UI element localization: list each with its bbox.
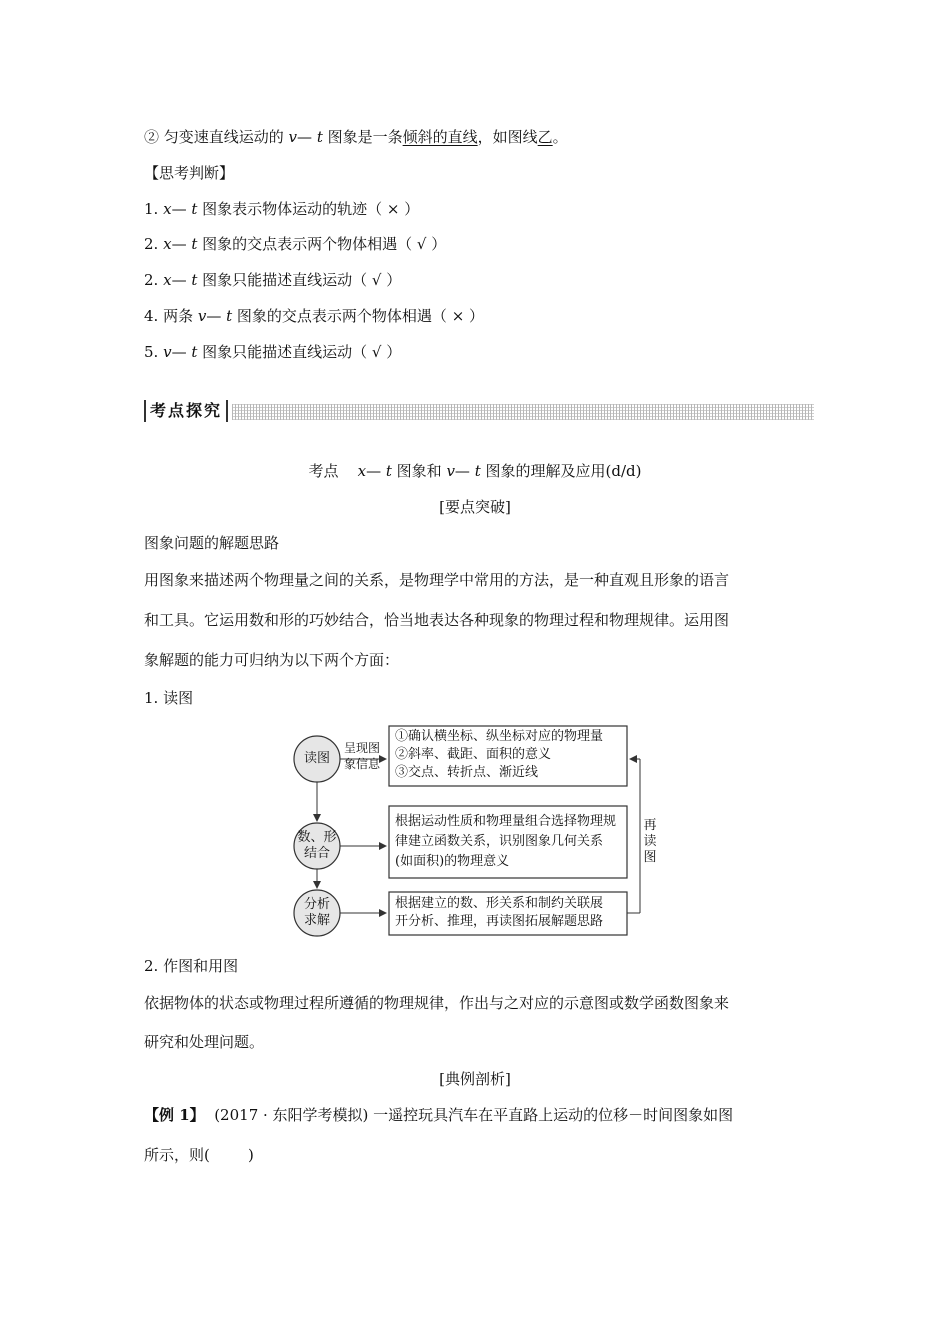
circle-label — [294, 897, 340, 929]
box-line: 律建立函数关系，识别图象几何关系 — [395, 834, 604, 849]
arrow-label-line: 象信息 — [344, 757, 381, 771]
example-tag: 【例 1】 — [144, 1106, 205, 1124]
math-var: v — [288, 128, 298, 146]
item-number: 5. — [144, 343, 164, 361]
circle-label-line: 读图 — [303, 751, 330, 766]
thinking-item — [144, 306, 484, 326]
math-var: v — [446, 462, 455, 480]
paragraph-line: 依据物体的状态或物理过程所遵循的物理规律，作出与之对应的示意图或数学函数图象来 — [144, 994, 730, 1012]
reread-char: 读 — [643, 834, 657, 849]
item-number: 1. — [144, 200, 164, 218]
section-header — [144, 400, 814, 424]
box-line: ①确认横坐标、纵坐标对应的物理量 — [395, 729, 604, 744]
example-text: (2017 · 东阳学考模拟) 一遥控玩具汽车在平直路上运动的位移－时间图象如图 — [204, 1106, 734, 1124]
example-text: 所示，则( ) — [144, 1146, 254, 1164]
box-text — [395, 895, 603, 931]
item-text: 图象表示物体运动的轨迹（ × ） — [197, 200, 420, 218]
flow-diagram — [290, 718, 660, 940]
item-text: 图象的交点表示两个物体相遇（ √ ） — [197, 235, 447, 253]
box-text — [395, 728, 603, 782]
circle-label-line: 分析 — [303, 897, 330, 912]
box-line: 根据建立的数、形关系和制约关联展 — [395, 896, 604, 911]
math-var: t — [191, 235, 198, 253]
box-text — [395, 812, 616, 872]
thinking-item — [144, 234, 446, 254]
text-segment: 图象的理解及应用(d/d) — [480, 462, 642, 480]
box-line: 开分析、推理，再读图拓展解题思路 — [395, 914, 604, 929]
underlined-term: 乙 — [537, 128, 553, 146]
example-line — [144, 1145, 254, 1165]
math-var: v — [163, 343, 172, 361]
math-var: t — [191, 343, 198, 361]
math-var: v — [197, 307, 207, 325]
reread-char: 再 — [643, 818, 657, 833]
text-line — [144, 127, 568, 147]
reread-label — [642, 818, 658, 866]
text-segment: — — [297, 128, 317, 146]
text-segment: — — [171, 343, 192, 361]
thinking-heading: 【思考判断】 — [144, 164, 235, 182]
math-var: t — [316, 128, 323, 146]
circle-label — [294, 830, 340, 862]
text-segment: — — [171, 200, 192, 218]
step-heading: 2. 作图和用图 — [144, 957, 239, 975]
key-points-heading: [要点突破] — [439, 498, 511, 516]
approach-title: 图象问题的解题思路 — [144, 534, 280, 552]
math-var: t — [474, 462, 481, 480]
item-text: 图象的交点表示两个物体相遇（ × ） — [232, 307, 485, 325]
text-segment: — — [206, 307, 227, 325]
topic-title — [0, 461, 950, 481]
math-var: x — [163, 235, 172, 253]
arrow-label — [344, 740, 380, 772]
item-number: 4. 两条 — [144, 307, 198, 325]
text-segment: 图象是一条 — [322, 128, 403, 146]
thinking-item — [144, 342, 401, 362]
math-var: t — [226, 307, 233, 325]
paragraph-line: 和工具。它运用数和形的巧妙结合，恰当地表达各种现象的物理过程和物理规律。运用图 — [144, 611, 730, 629]
item-number: 2. — [144, 235, 164, 253]
math-var: x — [163, 200, 172, 218]
box-line: 根据运动性质和物理量组合选择物理规 — [395, 814, 617, 829]
example-line — [144, 1105, 733, 1125]
text-segment: — — [171, 271, 192, 289]
section-title: 考点探究 — [144, 400, 228, 422]
math-var: t — [191, 200, 198, 218]
paragraph-line: 研究和处理问题。 — [144, 1033, 265, 1051]
math-var: t — [385, 462, 392, 480]
text-segment: ② 匀变速直线运动的 — [144, 128, 289, 146]
text-segment: 考点 — [308, 462, 358, 480]
text-segment: ，如图线 — [477, 128, 538, 146]
box-line: (如面积)的物理意义 — [395, 854, 510, 869]
circle-label-line: 结合 — [303, 846, 330, 861]
item-number: 2. — [144, 271, 164, 289]
text-segment: 图象和 — [391, 462, 447, 480]
box-line: ③交点、转折点、渐近线 — [395, 765, 539, 780]
underlined-term: 倾斜的直线 — [402, 128, 478, 146]
paragraph-line: 象解题的能力可归纳为以下两个方面： — [144, 651, 400, 669]
text-segment: — — [171, 235, 192, 253]
item-text: 图象只能描述直线运动（ √ ） — [197, 271, 402, 289]
circle-label-line: 求解 — [303, 913, 330, 928]
thinking-item — [144, 270, 401, 290]
circle-label-line: 数、形 — [297, 830, 337, 845]
paragraph-line: 用图象来描述两个物理量之间的关系，是物理学中常用的方法，是一种直观且形象的语言 — [144, 571, 730, 589]
thinking-item — [144, 199, 419, 219]
text-segment: — — [366, 462, 386, 480]
step-heading: 1. 读图 — [144, 689, 194, 707]
arrow-label-line: 呈现图 — [344, 741, 381, 755]
math-var: t — [191, 271, 198, 289]
circle-label — [294, 751, 340, 767]
math-var: x — [357, 462, 367, 480]
text-segment: 。 — [552, 128, 568, 146]
example-heading: [典例剖析] — [439, 1070, 511, 1088]
section-header-dots — [232, 404, 814, 420]
box-line: ②斜率、截距、面积的意义 — [395, 747, 552, 762]
text-segment: — — [454, 462, 475, 480]
math-var: x — [163, 271, 172, 289]
reread-char: 图 — [643, 850, 657, 865]
item-text: 图象只能描述直线运动（ √ ） — [197, 343, 402, 361]
